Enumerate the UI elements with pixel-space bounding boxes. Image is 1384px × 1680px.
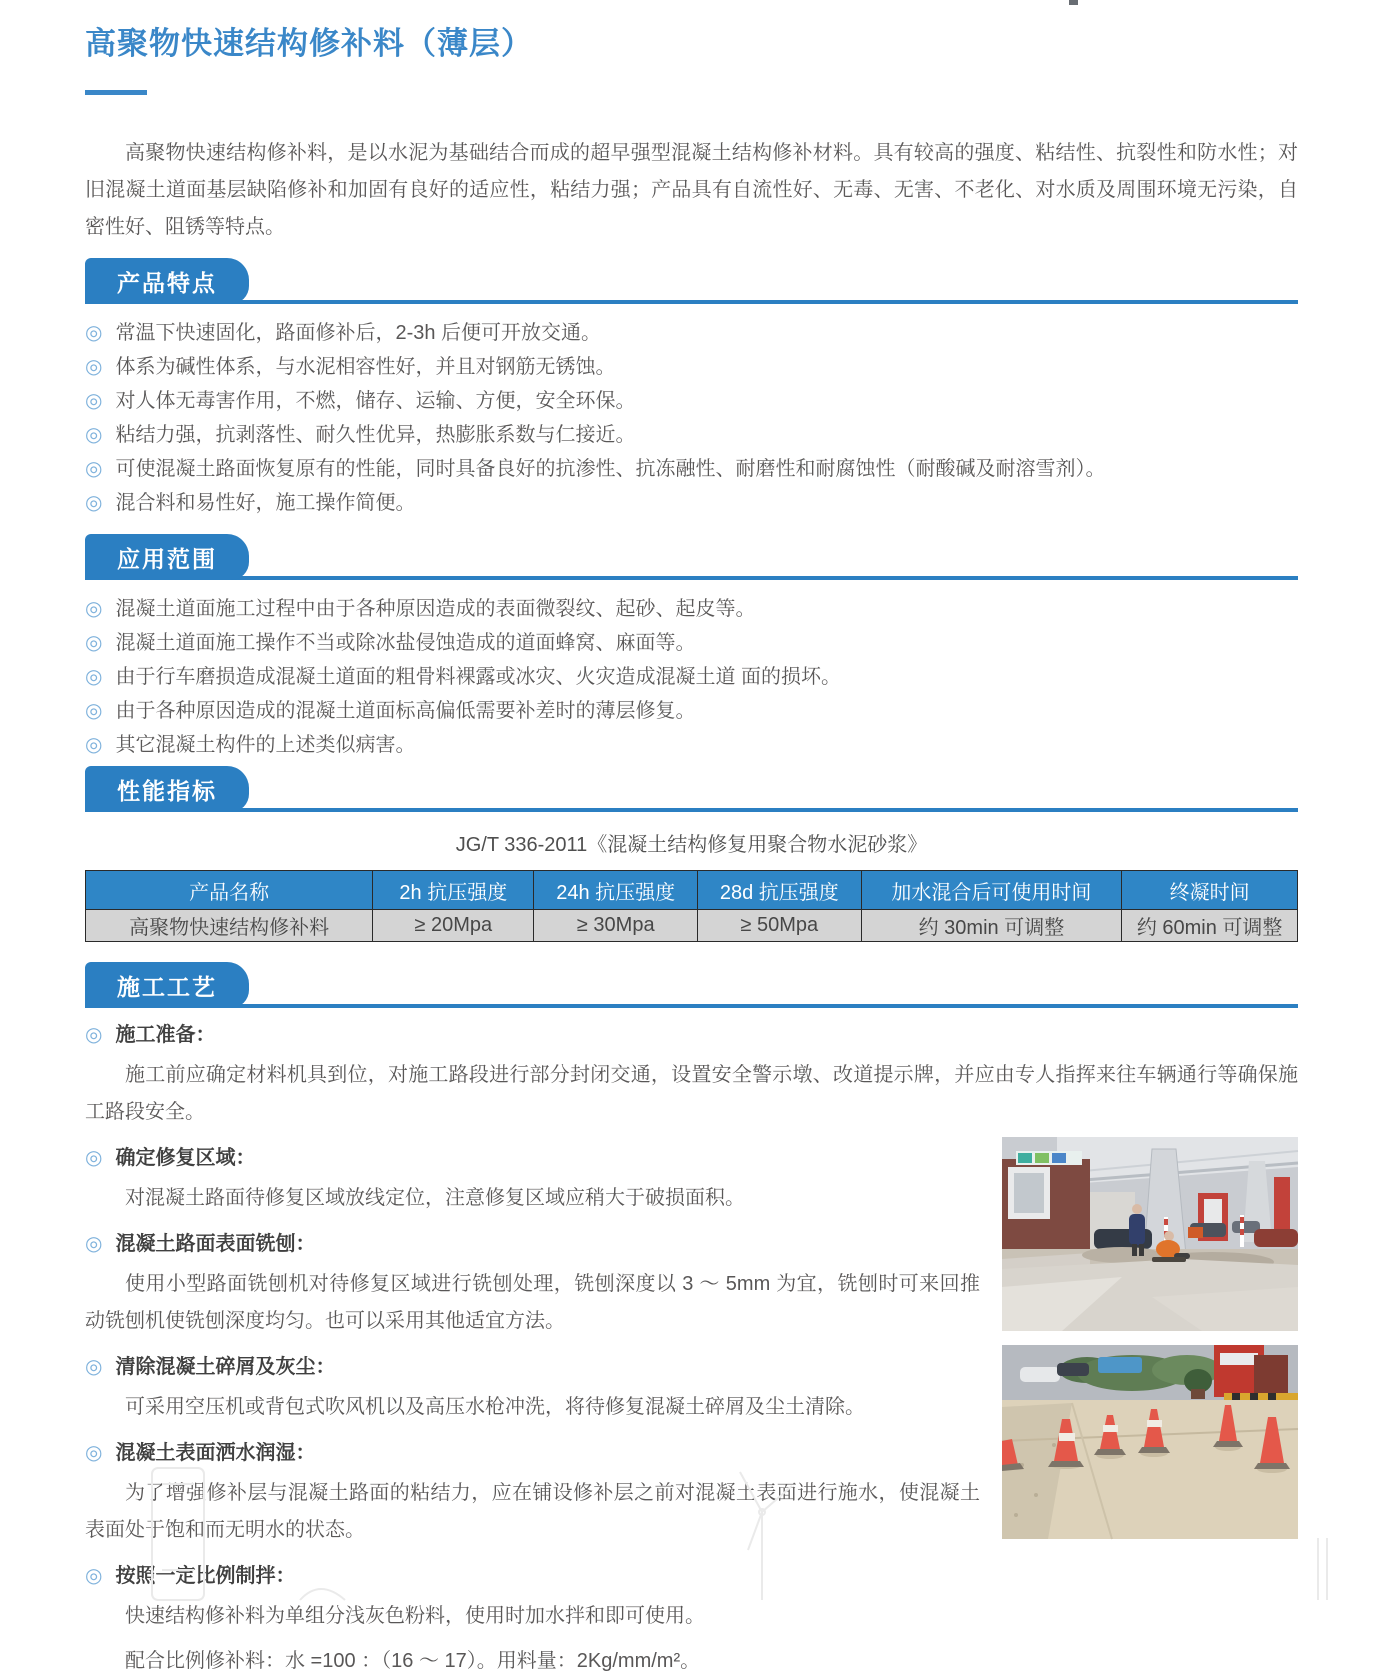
table-header-cell: 产品名称 — [86, 871, 373, 910]
step-label — [85, 1440, 980, 1467]
list-item — [85, 456, 1298, 482]
process-steps — [85, 1022, 1298, 1680]
list-item — [85, 422, 1298, 448]
step-label-text: 清除混凝土碎屑及灰尘： — [115, 1356, 336, 1378]
section-header-features — [85, 258, 1298, 304]
section-header-applications — [85, 534, 1298, 580]
step-label — [85, 1563, 1298, 1590]
list-item-text: 可使混凝土路面恢复原有的性能，同时具备良好的抗渗性、抗冻融性、耐磨性和耐腐蚀性（耐酸碱及耐溶雪剂）。 — [115, 458, 1106, 480]
double-circle-bullet-icon: ◎ — [85, 1024, 103, 1046]
table-header-cell: 2h 抗压强度 — [373, 871, 534, 910]
step-label-text: 施工准备： — [115, 1024, 216, 1046]
section-badge-applications: 应用范围 — [85, 534, 249, 580]
list-item — [85, 320, 1298, 346]
table-cell: ≥ 30Mpa — [534, 910, 698, 942]
list-item-text: 对人体无毒害作用，不燃，储存、运输、方便，安全环保。 — [115, 390, 636, 412]
step-label — [85, 1231, 980, 1258]
double-circle-bullet-icon: ◎ — [85, 1147, 103, 1169]
features-list — [85, 320, 1298, 516]
section-header-performance — [85, 766, 1298, 812]
double-circle-bullet-icon: ◎ — [85, 356, 103, 378]
list-item — [85, 388, 1298, 414]
double-circle-bullet-icon: ◎ — [85, 390, 103, 412]
double-circle-bullet-icon: ◎ — [85, 632, 103, 654]
list-item-text: 体系为碱性体系，与水泥相容性好，并且对钢筋无锈蚀。 — [115, 356, 616, 378]
list-item — [85, 490, 1298, 516]
photo-repair-pouring-illustration — [1002, 1137, 1298, 1331]
page-title: 高聚物快速结构修补料（薄层） — [85, 26, 533, 61]
double-circle-bullet-icon: ◎ — [85, 322, 103, 344]
step-label-text: 按照一定比例制拌： — [115, 1565, 296, 1587]
table-row — [86, 910, 1298, 942]
list-item-text: 由于行车磨损造成混凝土道面的粗骨料裸露或冰灾、火灾造成混凝土道 面的损坏。 — [115, 666, 842, 688]
title-underline — [85, 90, 147, 95]
section-badge-performance: 性能指标 — [85, 766, 249, 812]
page-content — [85, 0, 1298, 1680]
performance-table — [85, 870, 1298, 942]
step-label-text: 混凝土路面表面铣刨： — [115, 1233, 316, 1255]
table-cell: ≥ 50Mpa — [698, 910, 862, 942]
list-item-text: 常温下快速固化，路面修补后，2-3h 后便可开放交通。 — [115, 322, 602, 344]
double-circle-bullet-icon: ◎ — [85, 424, 103, 446]
double-circle-bullet-icon: ◎ — [85, 1442, 103, 1464]
step-text: 使用小型路面铣刨机对待修复区域进行铣刨处理，铣刨深度以 3 ～ 5mm 为宜，铣刨时可来回推动铣刨机使铣刨深度均匀。也可以采用其他适宜方法。 — [85, 1273, 980, 1332]
step-label-text: 确定修复区域： — [115, 1147, 256, 1169]
table-header-cell: 24h 抗压强度 — [534, 871, 698, 910]
step-text: 施工前应确定材料机具到位，对施工路段进行部分封闭交通，设置安全警示墩、改道提示牌，并应由专人指挥来往车辆通行等确保施工路段安全。 — [85, 1064, 1298, 1123]
photo-traffic-cones-illustration — [1002, 1345, 1298, 1539]
applications-list — [85, 596, 1298, 758]
list-item — [85, 732, 1298, 758]
table-header-row — [86, 871, 1298, 910]
section-rule — [85, 576, 1298, 580]
list-item-text: 混合料和易性好，施工操作简便。 — [115, 492, 416, 514]
step-label — [85, 1145, 980, 1172]
step-label — [85, 1022, 1298, 1049]
list-item-text: 粘结力强，抗剥落性、耐久性优异，热膨胀系数与仁接近。 — [115, 424, 636, 446]
photo-repair-material-pouring — [1002, 1137, 1298, 1331]
list-item-text: 由于各种原因造成的混凝土道面标高偏低需要补差时的薄层修复。 — [115, 700, 696, 722]
double-circle-bullet-icon: ◎ — [85, 598, 103, 620]
list-item — [85, 698, 1298, 724]
list-item — [85, 664, 1298, 690]
section-header-process — [85, 962, 1298, 1008]
construction-photos — [1002, 1137, 1298, 1539]
section-badge-features: 产品特点 — [85, 258, 249, 304]
table-cell: 约 30min 可调整 — [861, 910, 1122, 942]
list-item-text: 混凝土道面施工操作不当或除冰盐侵蚀造成的道面蜂窝、麻面等。 — [115, 632, 696, 654]
step-text: 配合比例修补料：水 =100 ：（16 ～ 17）。用料量：2Kg/mm/m²。 — [125, 1650, 701, 1672]
step-text: 快速结构修补料为单组分浅灰色粉料，使用时加水拌和即可使用。 — [125, 1605, 705, 1627]
section-rule — [85, 300, 1298, 304]
section-badge-process: 施工工艺 — [85, 962, 249, 1008]
step-text: 可采用空压机或背包式吹风机以及高压水枪冲洗，将待修复混凝土碎屑及尘土清除。 — [125, 1396, 865, 1418]
list-item-text: 混凝土道面施工过程中由于各种原因造成的表面微裂纹、起砂、起皮等。 — [115, 598, 756, 620]
step-text: 对混凝土路面待修复区域放线定位，注意修复区域应稍大于破损面积。 — [125, 1187, 745, 1209]
intro-paragraph: 高聚物快速结构修补料，是以水泥为基础结合而成的超早强型混凝土结构修补材料。具有较高的强度、粘结性、抗裂性和防水性；对旧混凝土道面基层缺陷修补和加固有良好的适应性，粘结力强；产品具有自流性好、无毒、无害、不老化、对水质及周围环境无污染，自密性好、阻锈等特点。 — [85, 142, 1298, 238]
step-text: 为了增强修补层与混凝土路面的粘结力，应在铺设修补层之前对混凝土表面进行施水，使混凝土表面处于饱和而无明水的状态。 — [85, 1482, 980, 1541]
table-cell: 约 60min 可调整 — [1122, 910, 1298, 942]
photo-repaired-pavement-cones — [1002, 1345, 1298, 1539]
list-item — [85, 596, 1298, 622]
double-circle-bullet-icon: ◎ — [85, 1565, 103, 1587]
table-caption: JG/T 336-2011《混凝土结构修复用聚合物水泥砂浆》 — [455, 834, 928, 856]
list-item — [85, 630, 1298, 656]
step-label-text: 混凝土表面洒水润湿： — [115, 1442, 316, 1464]
double-circle-bullet-icon: ◎ — [85, 458, 103, 480]
double-circle-bullet-icon: ◎ — [85, 666, 103, 688]
table-header-cell: 终凝时间 — [1122, 871, 1298, 910]
double-circle-bullet-icon: ◎ — [85, 734, 103, 756]
double-circle-bullet-icon: ◎ — [85, 700, 103, 722]
double-circle-bullet-icon: ◎ — [85, 492, 103, 514]
table-header-cell: 28d 抗压强度 — [698, 871, 862, 910]
page-edge-fragment — [1069, 0, 1078, 5]
table-header-cell: 加水混合后可使用时间 — [861, 871, 1122, 910]
double-circle-bullet-icon: ◎ — [85, 1233, 103, 1255]
table-cell: ≥ 20Mpa — [373, 910, 534, 942]
step-label — [85, 1354, 980, 1381]
section-rule — [85, 1004, 1298, 1008]
double-circle-bullet-icon: ◎ — [85, 1356, 103, 1378]
table-cell: 高聚物快速结构修补料 — [86, 910, 373, 942]
list-item — [85, 354, 1298, 380]
list-item-text: 其它混凝土构件的上述类似病害。 — [115, 734, 416, 756]
section-rule — [85, 808, 1298, 812]
